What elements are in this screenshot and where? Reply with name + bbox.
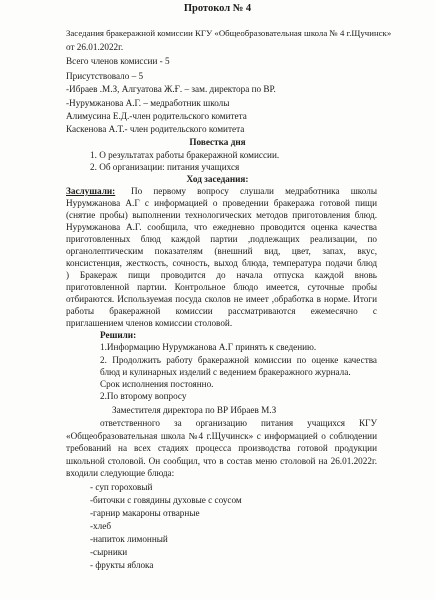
resolved-line: 2. Продолжить работу бракеражной комиссии по оценке качества [100, 355, 377, 365]
dish-item: - суп гороховый [90, 482, 153, 492]
heard-label: Заслушали: [66, 186, 116, 196]
heard-line: органолептическим показателям (внешний вид, цвет, запах, вкус, [66, 246, 377, 256]
dish-item: -биточки с говядины духовые с соусом [90, 495, 242, 505]
heard-line: приготовленной партии. Контрольное блюдо имеется, суточные пробы [66, 282, 377, 292]
second-item-line: входили следующие блюда: [66, 468, 175, 478]
attendee: Каскенова А.Т.- член родительского комитета [66, 124, 245, 134]
document-title: Протокол № 4 [183, 3, 252, 14]
attendee: -Ибраев .М.З, Алгуатова Ж.Ғ. – зам. директора по ВР. [66, 84, 276, 94]
present-count: Присутствовало – 5 [66, 71, 144, 81]
heard-line: Нурумжанова А.Г с информацией о проведении бракеража готовой пищи [66, 198, 377, 208]
heard-line: ) Бракераж пищи проводится до начала отпуска каждой вновь [66, 270, 377, 280]
second-item-line: «Общеобразовательная школа №4 г.Щучинск» с информацией о соблюдении [66, 431, 377, 441]
heard-line: Нурумжанова А.Г. сообщила, что ежедневно проводится оценка качества [66, 222, 377, 232]
header-line: Заседания бракеражной комиссии КГУ «Общеобразовательная школа № 4 г.Щучинск» [66, 28, 392, 38]
members-total: Всего членов комиссии - 5 [66, 56, 170, 66]
resolved-line: Срок исполнения постоянно. [100, 379, 214, 389]
dish-item: -напиток лимонный [90, 534, 168, 544]
heard-line: работы бракеражной комиссии рассматриваются ежемесячно с [66, 306, 377, 316]
resolved-line: 2.По второму вопросу [100, 391, 187, 401]
resolved-line: 1.Информацию Нурумжанова А.Г принять к сведению. [100, 342, 317, 352]
second-item-line: Заместителя директора по ВР Ибраев М.З [112, 405, 277, 415]
dish-item: -гарнир макароны отварные [90, 508, 200, 518]
second-item-line: школьной столовой. Он сообщил, что в состав меню столовой на 26.01.2022г. [66, 456, 377, 466]
resolved-line: блюд и кулинарных изделий с ведением бракеражного журнала. [100, 367, 351, 377]
dish-item: - фрукты яблока [90, 560, 154, 570]
resolved-heading: Решили: [100, 330, 137, 340]
attendee: Алимусина Е.Д.-член родительского комитета [66, 111, 247, 121]
second-item-line: требований на всех стадиях процесса производства готовой продукции [66, 443, 377, 453]
dish-item: -сырники [90, 547, 128, 557]
heard-line: приглашением членов комиссии столовой. [66, 318, 233, 328]
heard-line: приготовленных блюд каждой партии ,подлежащих реализации, по [66, 234, 377, 244]
attendee: -Нурумжанова А.Г. – медработник школы [66, 98, 230, 108]
header-date: от 26.01.2022г. [66, 42, 124, 52]
agenda-heading: Повестка дня [189, 137, 246, 147]
second-item-line: ответственного за организацию питания учащихся КГУ [100, 418, 377, 428]
proceedings-heading: Ход заседания: [186, 174, 249, 184]
agenda-item: 1. О результатах работы бракеражной комиссии. [90, 150, 280, 160]
agenda-item: 2. Об организации: питания учащихся [90, 162, 240, 172]
heard-line: отбираются. Используемая посуда сколов не имеет ,обработка в норме. Итоги [66, 294, 377, 304]
dish-item: -хлеб [90, 521, 111, 531]
heard-line: консистенция, жесткость, сочность, выход блюда, температура подачи блюд [66, 258, 377, 268]
heard-line: (снятие пробы) выполнении технологических методов приготовления блюд. [66, 210, 377, 220]
heard-line: По первому вопросу слушали медработника школы [131, 186, 377, 196]
